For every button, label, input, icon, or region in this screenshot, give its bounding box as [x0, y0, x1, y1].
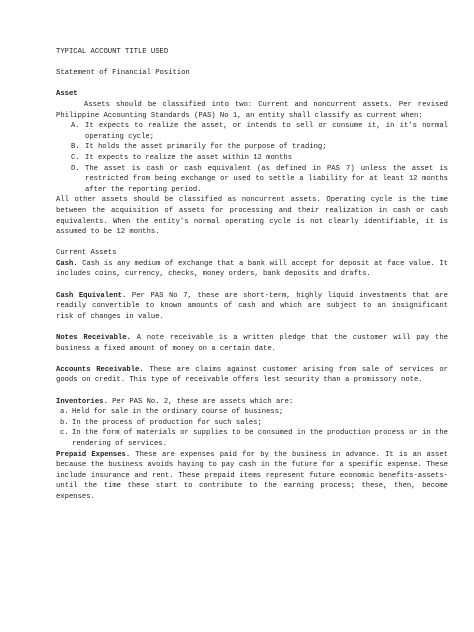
definition-cash: Cash is any medium of exchange that a bank will accept for deposit at face value. It includes coins, currency, checks, money orders, bank deposits and drafts. [56, 259, 448, 279]
list-item-text: It holds the asset primarily for the purpose of trading; [85, 143, 327, 152]
list-marker: D. [71, 164, 80, 173]
paragraph-cash [56, 259, 448, 280]
heading-asset: Asset [56, 90, 78, 99]
list-item-text: It expects to realize the asset within 12 months [85, 153, 293, 162]
definition-accounts-receivable: These are claims against customer arising from sale of services or goods on credit. This type of receivable offers lest security than a promissory note. [56, 365, 448, 385]
list-marker: C. [71, 153, 80, 162]
list-marker: c. [60, 429, 69, 438]
list-item-text: In the process of production for such sales; [72, 418, 262, 427]
term-inventories: Inventories. [56, 397, 108, 406]
definition-cash-equivalent: Per PAS No 7, these are short-term, highly liquid investments that are readily convertible to known amounts of cash and which are subject to an insignificant risk of changes in value. [56, 291, 448, 321]
document-title: TYPICAL ACCOUNT TITLE USED [56, 48, 169, 56]
list-item [71, 164, 448, 196]
list-marker: b. [60, 418, 69, 427]
paragraph-prepaid-expenses [56, 450, 448, 503]
paragraph-notes-receivable [56, 333, 448, 354]
list-item-text: It expects to realize the asset, or intends to sell or consume it, in it's normal operating cycle; [85, 122, 448, 141]
term-accounts-receivable: Accounts Receivable. [56, 365, 144, 374]
paragraph-cash-equivalent [56, 291, 448, 323]
list-item [60, 407, 448, 418]
list-item [60, 418, 448, 429]
definition-prepaid-expenses: These are expenses paid for by the business in advance. It is an asset because the business avoids having to pay cash in the future for a specific expense. These include insurance and rent. These prepaid items represent future economic benefits-assets-until the time these start to contribute to the earning process; these, then, become expenses. [56, 450, 448, 501]
list-item [71, 153, 448, 164]
section-title-statement: Statement of Financial Position [56, 69, 190, 78]
definition-notes-receivable: A note receivable is a written pledge that the customer will pay the business a fixed amount of money on a certain date. [56, 334, 448, 353]
term-cash-equivalent: Cash Equivalent. [56, 291, 127, 300]
list-item-text: In the form of materials or supplies to be consumed in the production process or in the rendering of services. [72, 429, 448, 448]
list-item [60, 428, 448, 449]
list-marker: A. [71, 122, 80, 131]
asset-closing-paragraph: All other assets should be classified as noncurrent assets. Operating cycle is the time between the acquisition of assets for processing and their realization in cash or cash equivalents. When the entity's normal operating cycle is not clearly identifiable, it is assumed to be 12 months. [56, 196, 448, 237]
list-item-text: Held for sale in the ordinary course of business; [72, 408, 284, 417]
definition-inventories: Per PAS No. 2, these are assets which are: [107, 397, 294, 406]
list-item [71, 142, 448, 153]
current-criteria-list [56, 121, 448, 195]
list-marker: a. [60, 408, 69, 417]
term-cash: Cash. [56, 259, 78, 268]
heading-current-assets: Current Assets [56, 249, 117, 258]
term-notes-receivable: Notes Receivable. [56, 334, 131, 343]
inventories-list [56, 407, 448, 449]
term-prepaid-expenses: Prepaid Expenses. [56, 450, 131, 459]
list-item [71, 121, 448, 142]
list-item-text: The asset is cash or cash equivalent (as defined in PAS 7) unless the asset is restricted from being exchange or used to settle a liability for at least 12 months after the reporting period. [85, 164, 448, 194]
list-marker: B. [71, 143, 80, 152]
paragraph-inventories [56, 397, 448, 408]
asset-intro-paragraph: Assets should be classified into two: Current and noncurrent assets. Per revised Philippine Accounting Standards (PAS) No 1, an entity shall classify as current when: [56, 100, 448, 120]
paragraph-accounts-receivable [56, 365, 448, 386]
